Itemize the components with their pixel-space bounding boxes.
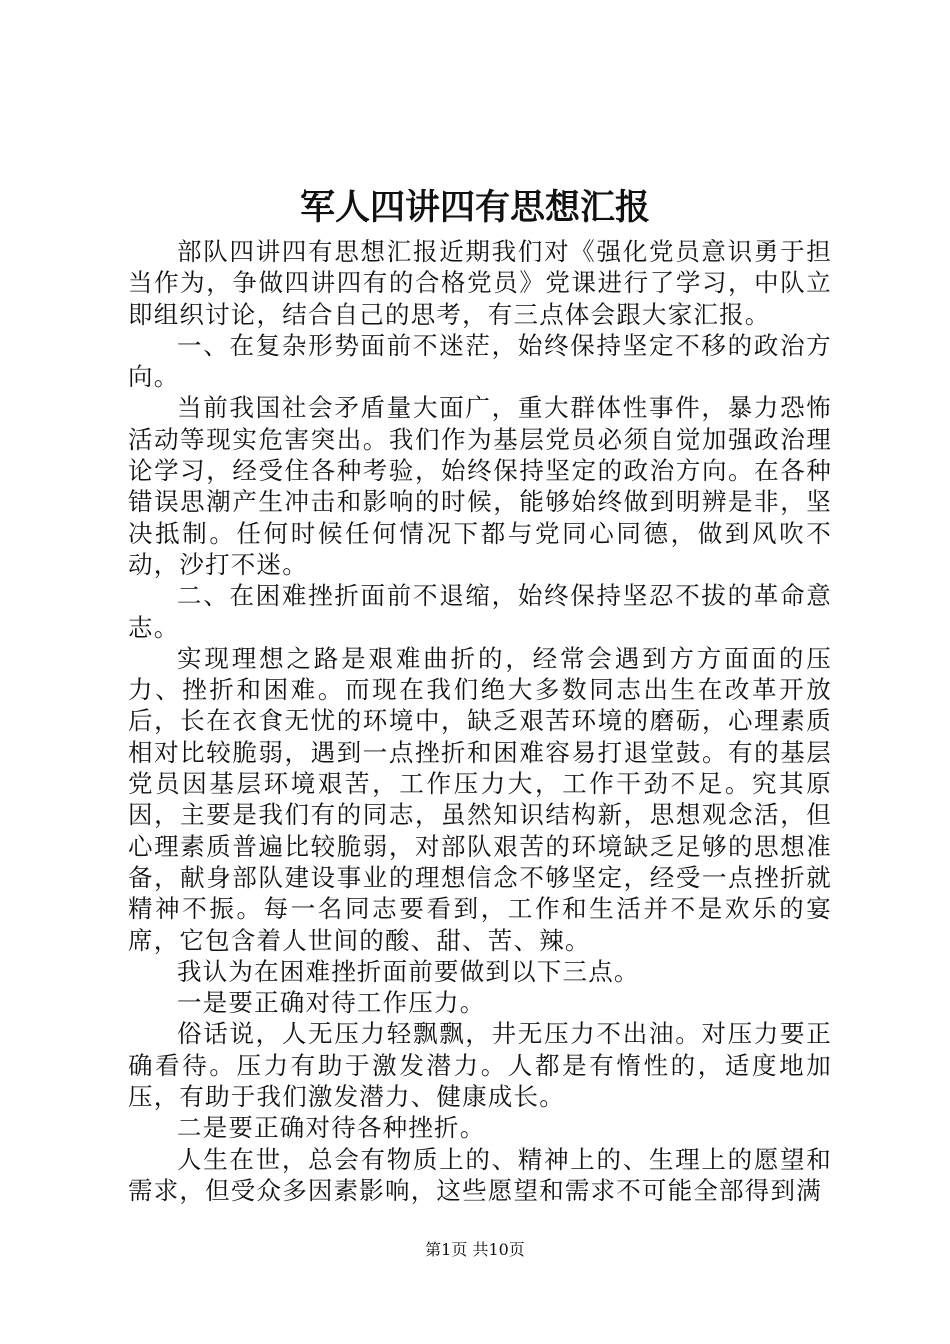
paragraph-section-2: 实现理想之路是艰难曲折的，经常会遇到方方面面的压力、挫折和困难。而现在我们绝大多数同志出生在改革开放后，长在衣食无忧的环境中，缺乏艰苦环境的磨砺，心理素质相对比较脆弱，遇到一点挫折和困难容易打退堂鼓。有的基层党员因基层环境艰苦，工作压力大，工作干劲不足。究其原因，主要是我们有的同志，虽然知识结构新，思想观念活，但心理素质普遍比较脆弱，对部队艰苦的环境缺乏足够的思想准备，献身部队建设事业的理想信念不够坚定，经受一点挫折就精神不振。每一名同志要看到，工作和生活并不是欢乐的宴席，它包含着人世间的酸、甜、苦、辣。 (128, 643, 832, 955)
paragraph-heading-2: 二、在困难挫折面前不退缩，始终保持坚忍不拔的革命意志。 (128, 581, 832, 642)
paragraph-point-1-detail: 俗话说，人无压力轻飘飘，井无压力不出油。对压力要正确看待。压力有助于激发潜力。人都是有惰性的，适度地加压，有助于我们激发潜力、健康成长。 (128, 1019, 832, 1112)
paragraph-point-2: 二是要正确对待各种挫折。 (177, 1113, 486, 1143)
document-body (128, 236, 832, 1206)
paragraph-heading-1: 一、在复杂形势面前不迷茫，始终保持坚定不移的政治方向。 (128, 330, 832, 392)
paragraph-three-points: 我认为在困难挫折面前要做到以下三点。 (177, 956, 640, 986)
page-number-footer: 第1页 共10页 (425, 1240, 525, 1259)
paragraph-point-1: 一是要正确对待工作压力。 (177, 988, 486, 1018)
paragraph-intro: 部队四讲四有思想汇报近期我们对《强化党员意识勇于担当作为，争做四讲四有的合格党员》党课进行了学习，中队立即组织讨论，结合自己的思考，有三点体会跟大家汇报。 (128, 237, 832, 329)
paragraph-point-2-detail: 人生在世，总会有物质上的、精神上的、生理上的愿望和需求，但受众多因素影响，这些愿望和需求不可能全部得到满 (128, 1144, 832, 1205)
document-title: 军人四讲四有思想汇报 (299, 187, 650, 228)
paragraph-section-1: 当前我国社会矛盾量大面广，重大群体性事件，暴力恐怖活动等现实危害突出。我们作为基层党员必须自觉加强政治理论学习，经受住各种考验，始终保持坚定的政治方向。在各种错误思潮产生冲击和影响的时候，能够始终做到明辨是非，坚决抵制。任何时候任何情况下都与党同心同德，做到风吹不动，沙打不迷。 (128, 393, 832, 579)
